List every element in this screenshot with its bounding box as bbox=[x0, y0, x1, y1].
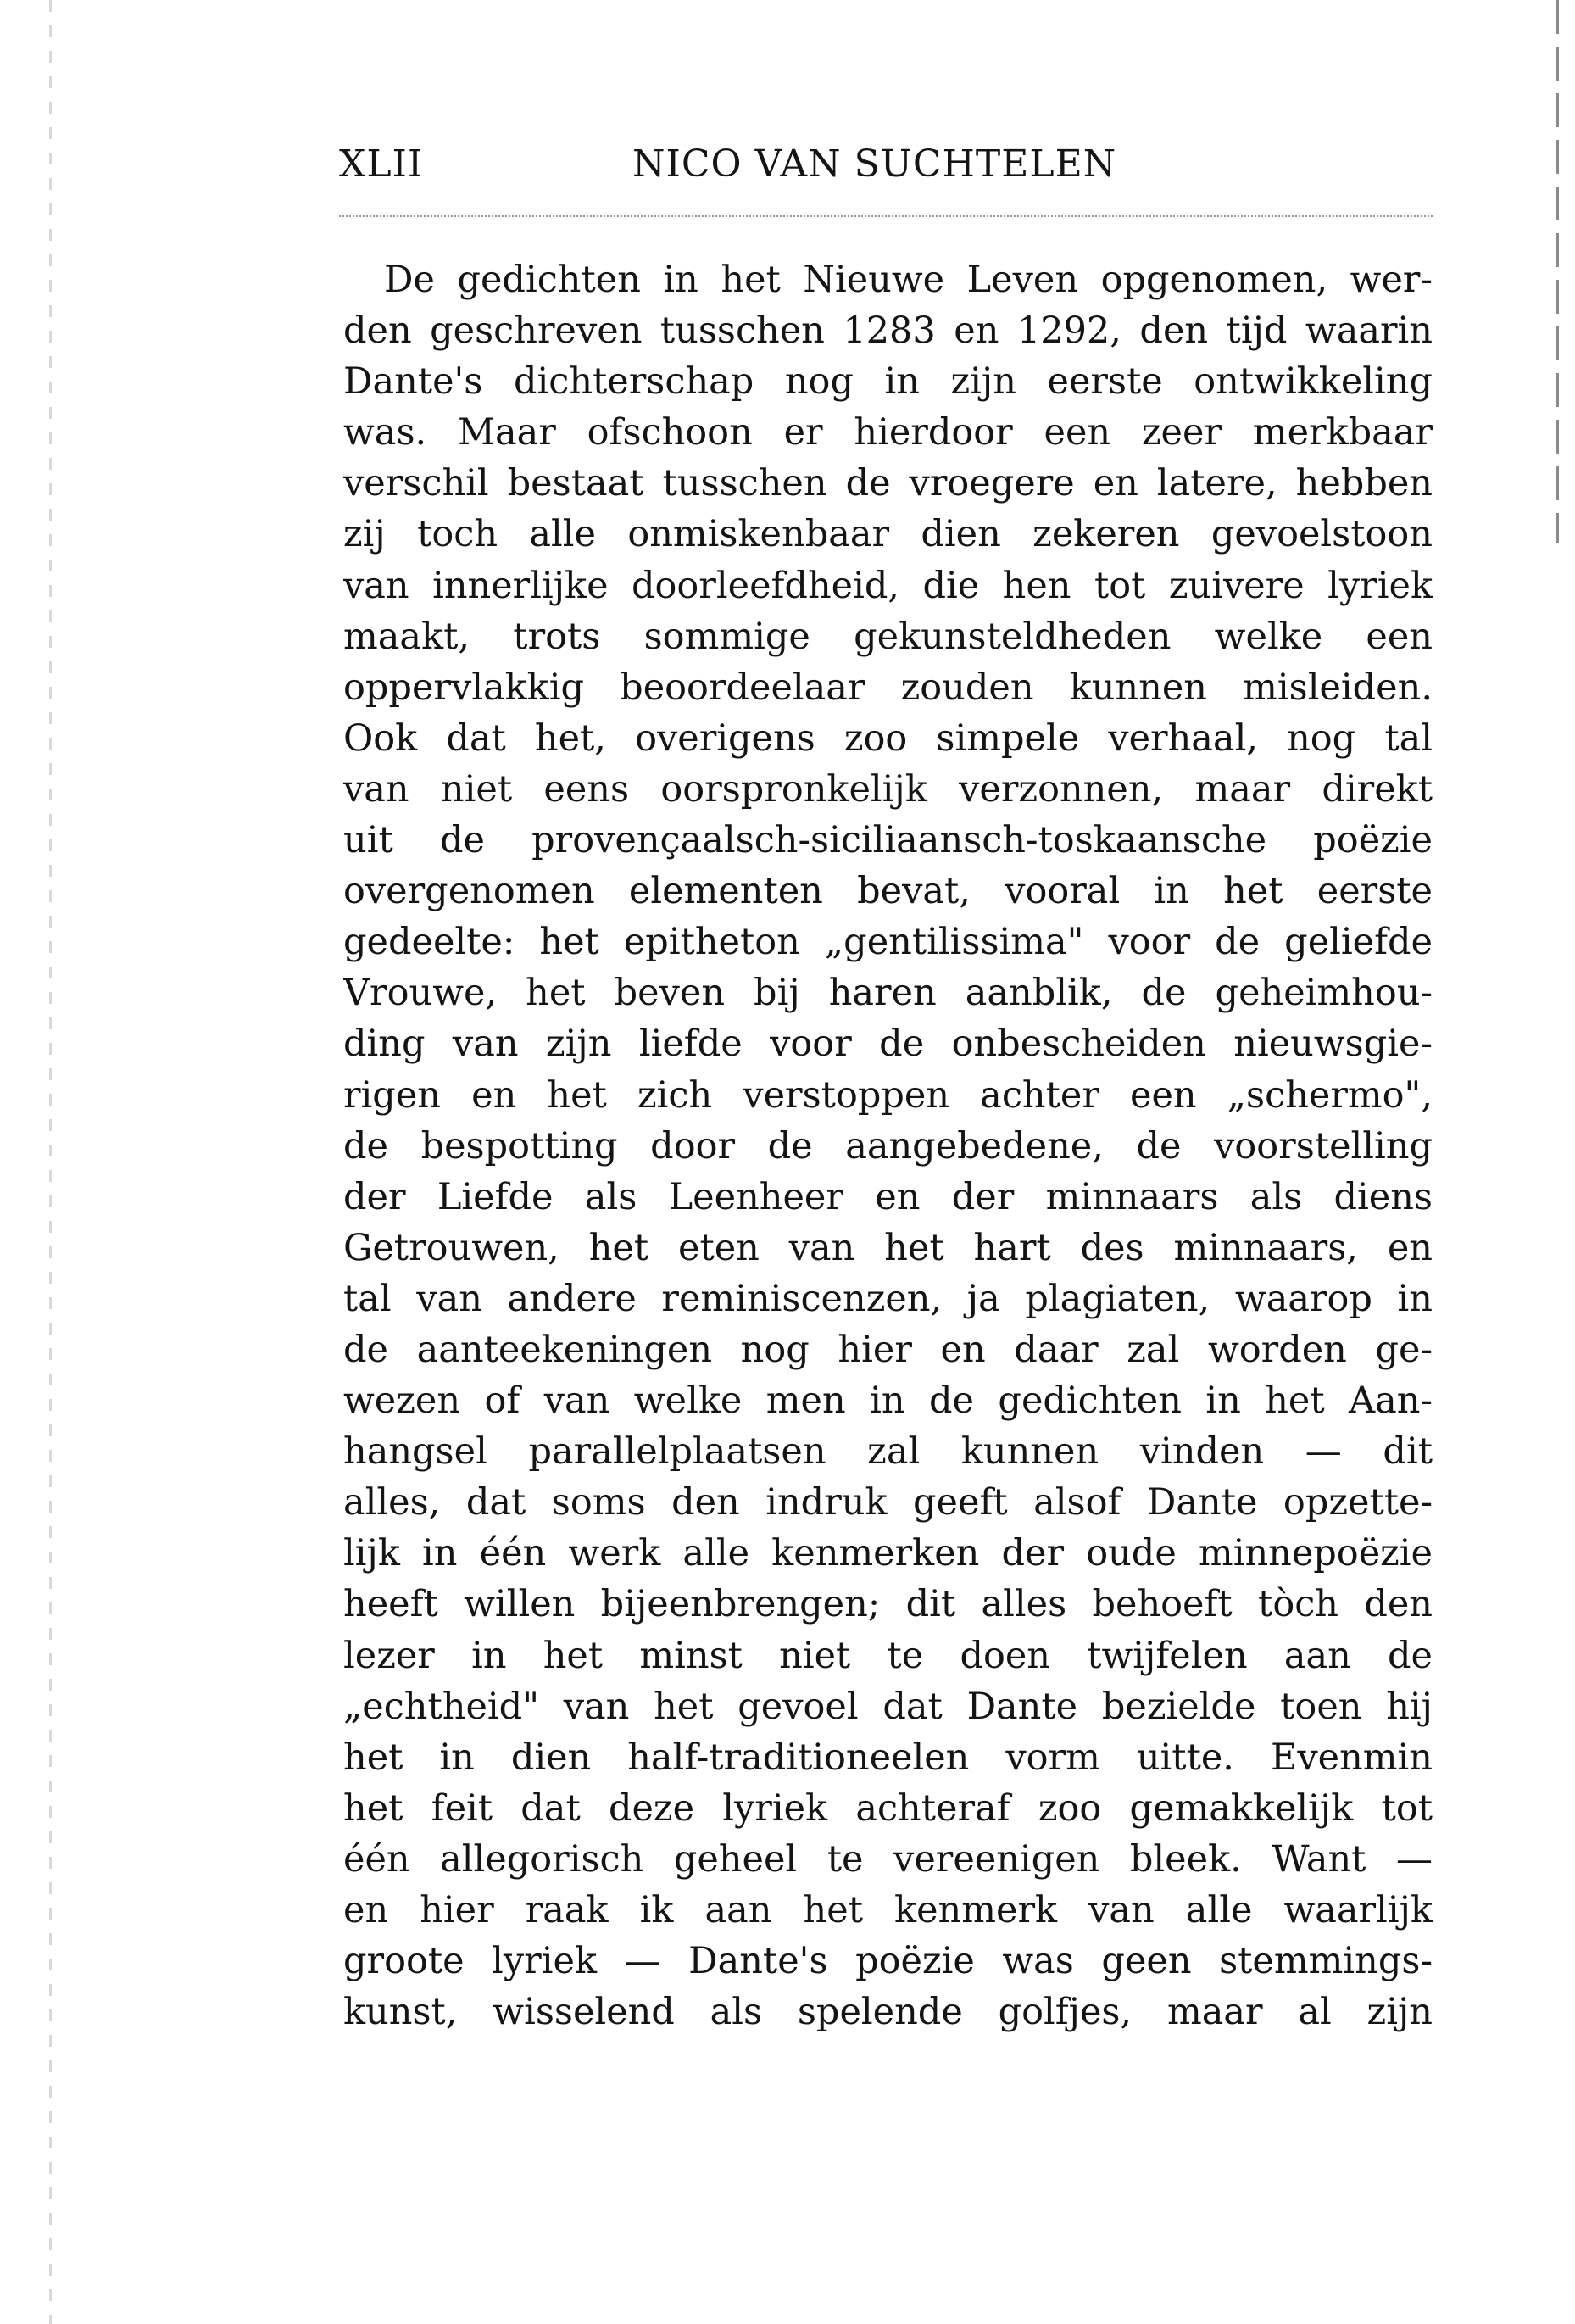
text-line: den geschreven tusschen 1283 en 1292, den tijd waarin bbox=[343, 309, 1433, 353]
text-line: het in dien half-traditioneelen vorm uitte. Evenmin bbox=[343, 1736, 1433, 1779]
text-line: van innerlijke doorleefdheid, die hen tot zuivere lyriek bbox=[343, 564, 1433, 607]
text-line: wezen of van welke men in de gedichten in het Aan- bbox=[343, 1379, 1433, 1423]
text-line: alles, dat soms den indruk geeft alsof Dante opzette- bbox=[343, 1481, 1433, 1524]
text-line: heeft willen bijeenbrengen; dit alles behoeft tòch den bbox=[343, 1583, 1433, 1626]
text-line: Getrouwen, het eten van het hart des minnaars, en bbox=[343, 1226, 1433, 1269]
text-line: lezer in het minst niet te doen twijfelen aan de bbox=[343, 1634, 1433, 1677]
text-line: zij toch alle onmiskenbaar dien zekeren gevoelstoon bbox=[343, 513, 1433, 556]
text-line: de aanteekeningen nog hier en daar zal worden ge- bbox=[343, 1328, 1433, 1371]
header-rule bbox=[339, 215, 1433, 217]
text-line: rigen en het zich verstoppen achter een „schermo", bbox=[343, 1073, 1433, 1117]
text-line: de bespotting door de aangebedene, de voorstelling bbox=[343, 1124, 1433, 1168]
text-line: het feit dat deze lyriek achteraf zoo gemakkelijk tot bbox=[343, 1786, 1433, 1830]
text-line: maakt, trots sommige gekunsteldheden welke een bbox=[343, 615, 1433, 658]
running-title: NICO VAN SUCHTELEN bbox=[632, 142, 1117, 186]
text-line: Ook dat het, overigens zoo simpele verhaal, nog tal bbox=[343, 716, 1433, 760]
text-line: groote lyriek — Dante's poëzie was geen stemmings- bbox=[343, 1940, 1433, 1983]
text-line: hangsel parallelplaatsen zal kunnen vinden — dit bbox=[343, 1430, 1433, 1474]
text-line: der Liefde als Leenheer en der minnaars als diens bbox=[343, 1175, 1433, 1218]
text-line: verschil bestaat tusschen de vroegere en latere, hebben bbox=[343, 462, 1433, 505]
text-line: tal van andere reminiscenzen, ja plagiaten, waarop in bbox=[343, 1277, 1433, 1320]
scan-edge-left bbox=[49, 0, 52, 2324]
text-line: ding van zijn liefde voor de onbescheiden nieuwsgie- bbox=[343, 1023, 1433, 1066]
text-line: uit de provençaalsch-siciliaansch-toskaansche poëzie bbox=[343, 819, 1433, 862]
text-line: was. Maar ofschoon er hierdoor een zeer merkbaar bbox=[343, 411, 1433, 454]
text-line: overgenomen elementen bevat, vooral in het eerste bbox=[343, 870, 1433, 913]
text-line: Vrouwe, het beven bij haren aanblik, de geheimhou- bbox=[343, 972, 1433, 1015]
text-line: De gedichten in het Nieuwe Leven opgenomen, wer- bbox=[384, 259, 1433, 301]
running-head bbox=[339, 142, 1441, 193]
text-line: oppervlakkig beoordeelaar zouden kunnen misleiden. bbox=[343, 666, 1433, 709]
text-line: Dante's dichterschap nog in zijn eerste ontwikkeling bbox=[343, 360, 1433, 404]
text-line: kunst, wisselend als spelende golfjes, maar al zijn bbox=[343, 1991, 1433, 2034]
page-number: XLII bbox=[339, 142, 424, 186]
scan-edge-right bbox=[1556, 0, 1559, 543]
text-line: lijk in één werk alle kenmerken der oude minnepoëzie bbox=[343, 1532, 1433, 1575]
text-line: van niet eens oorspronkelijk verzonnen, maar direkt bbox=[343, 767, 1433, 811]
text-line: één allegorisch geheel te vereenigen bleek. Want — bbox=[343, 1837, 1433, 1881]
body-text bbox=[343, 254, 1433, 2037]
text-line: en hier raak ik aan het kenmerk van alle waarlijk bbox=[343, 1889, 1433, 1931]
text-line: „echtheid" van het gevoel dat Dante bezielde toen hij bbox=[343, 1685, 1433, 1728]
text-line: gedeelte: het epitheton „gentilissima" voor de geliefde bbox=[343, 921, 1433, 964]
